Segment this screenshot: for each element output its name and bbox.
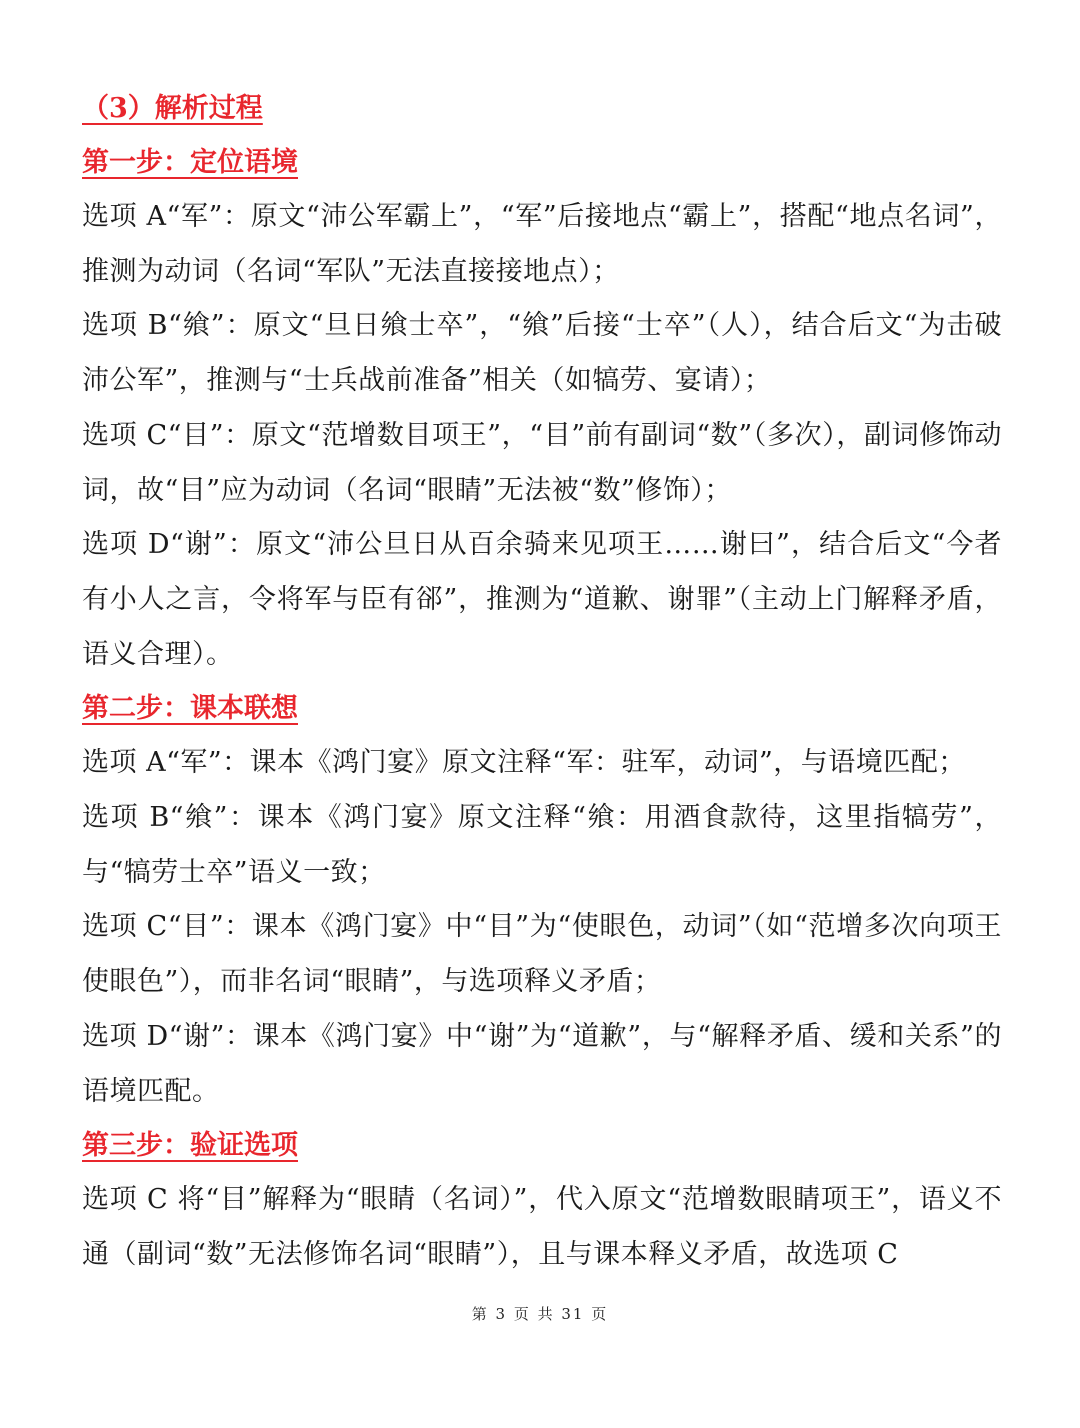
step-heading: 第二步：课本联想 [82,693,298,725]
page-content [82,82,1002,1283]
step-3 [82,1119,1002,1282]
paragraph: 选项 C 将“目”解释为“眼睛（名词）”，代入原文“范增数眼睛项王”，语义不通（副词“数”无法修饰名词“眼睛”），且与课本释义矛盾，故选项 C [82,1184,1002,1270]
step-2 [82,682,1002,1119]
step-heading: 第三步：验证选项 [82,1130,298,1162]
paragraph: 选项 B“飨”：课本《鸿门宴》原文注释“飨：用酒食款待，这里指犒劳”，与“犒劳士卒”语义一致； [82,802,1002,888]
paragraph: 选项 A“军”：课本《鸿门宴》原文注释“军：驻军，动词”，与语境匹配； [82,747,966,779]
paragraph: 选项 C“目”：课本《鸿门宴》中“目”为“使眼色，动词”（如“范增多次向项王使眼色”），而非名词“眼睛”，与选项释义矛盾； [82,911,1002,998]
page-footer: 第 3 页 共 31 页 [471,1305,609,1323]
step-1 [82,136,1002,682]
paragraph: 选项 C“目”：原文“范增数目项王”，“目”前有副词“数”（多次），副词修饰动词，故“目”应为动词（名词“眼睛”无法被“数”修饰）； [82,419,1002,506]
section-title: （3）解析过程 [82,93,263,124]
paragraph: 选项 D“谢”：原文“沛公旦日从百余骑来见项王……谢曰”，结合后文“今者有小人之言，令将军与臣有郤”，推测为“道歉、谢罪”（主动上门解释矛盾，语义合理）。 [82,529,1002,670]
paragraph: 选项 D“谢”：课本《鸿门宴》中“谢”为“道歉”，与“解释矛盾、缓和关系”的语境匹配。 [82,1020,1002,1107]
step-heading: 第一步：定位语境 [82,147,298,178]
paragraph: 选项 B“飨”：原文“旦日飨士卒”，“飨”后接“士卒”（人），结合后文“为击破沛公军”，推测与“士兵战前准备”相关（如犒劳、宴请）； [82,310,1002,397]
paragraph: 选项 A“军”：原文“沛公军霸上”，“军”后接地点“霸上”，搭配“地点名词”，推测为动词（名词“军队”无法直接接地点）； [82,201,1002,287]
